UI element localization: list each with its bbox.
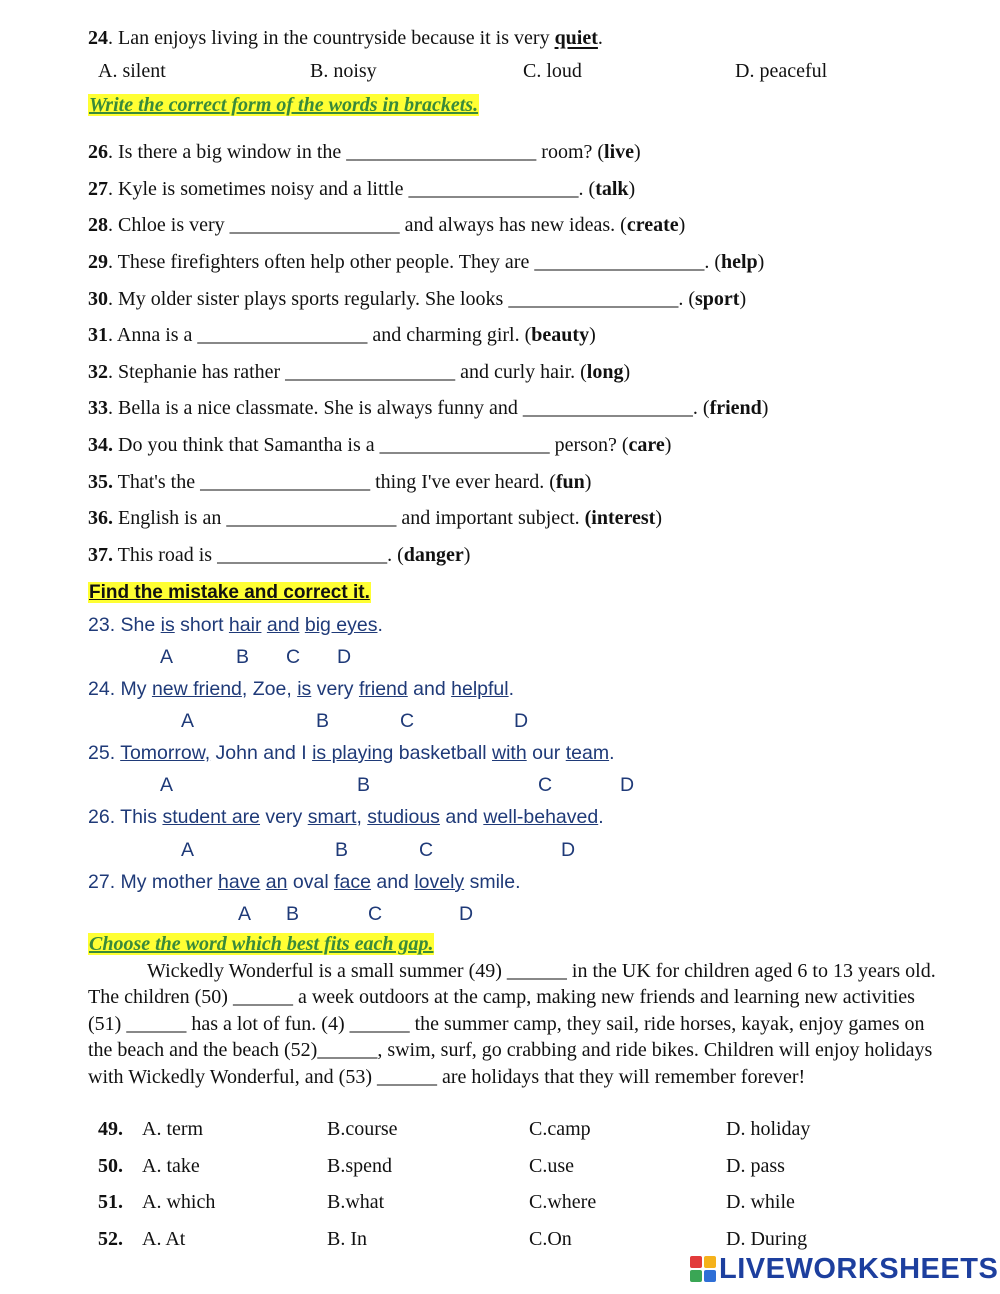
question-24 <box>88 26 603 50</box>
heading-text: Write the correct form of the words in brackets. <box>89 94 479 116</box>
option-letter-c: C <box>368 903 383 925</box>
bracket-word: long <box>586 361 624 383</box>
section-heading-mistake <box>88 581 371 605</box>
sentence-part: our <box>526 742 566 764</box>
sentence-part: and <box>407 678 452 700</box>
option-letter-d: D <box>337 646 352 668</box>
gap-option-c[interactable]: C.use <box>529 1155 574 1177</box>
bracket-word: friend <box>709 397 762 419</box>
item-text: This road is _________________. ( <box>113 544 404 566</box>
item-number: 34. <box>88 434 113 456</box>
sentence-part: and <box>370 871 415 893</box>
item-close: ) <box>463 544 471 566</box>
item-text: English is an _________________ and important subject. <box>113 507 585 529</box>
word-form-item <box>88 213 685 237</box>
heading-text: Find the mistake and correct it. <box>89 582 370 603</box>
mistake-sentence-25 <box>88 741 615 765</box>
option-letter-c: C <box>400 710 415 732</box>
item-text: . Kyle is sometimes noisy and a little _________________. ( <box>108 178 596 200</box>
bracket-word: beauty <box>531 324 590 346</box>
word-form-item <box>88 543 470 567</box>
item-number: 35. <box>88 471 113 493</box>
item-close: ) <box>634 141 641 163</box>
item-text: . My older sister plays sports regularly. She looks _________________. ( <box>108 288 695 310</box>
item-number: 28 <box>88 214 108 236</box>
item-number: 37. <box>88 544 113 566</box>
gap-option-a[interactable]: A. term <box>142 1118 204 1140</box>
gap-question-number: 50. <box>98 1155 123 1177</box>
option-letter-b: B <box>357 774 371 796</box>
gap-option-d[interactable]: D. holiday <box>726 1118 811 1140</box>
sentence-part: very <box>260 806 308 828</box>
option-letter-d: D <box>620 774 635 796</box>
word-form-item <box>88 140 641 164</box>
gap-option-b[interactable]: B. In <box>327 1228 367 1250</box>
item-text: . These firefighters often help other people. They are _________________. ( <box>108 251 721 273</box>
word-form-item <box>88 250 764 274</box>
liveworksheets-logo <box>690 1254 998 1284</box>
underlined-option-d[interactable]: well-behaved <box>483 806 599 828</box>
option-a[interactable]: A. silent <box>98 60 166 82</box>
underlined-option-a[interactable]: have <box>218 871 261 893</box>
underlined-option-c[interactable]: studious <box>367 806 440 828</box>
underlined-option-d[interactable]: lovely <box>414 871 465 893</box>
sentence-part: 23. She <box>88 614 161 636</box>
logo-mark-icon <box>690 1256 716 1282</box>
bracket-word: (interest <box>584 507 656 529</box>
gap-option-b[interactable]: B.spend <box>327 1155 392 1177</box>
item-text: . Stephanie has rather _________________ and curly hair. ( <box>108 361 587 383</box>
bracket-word: danger <box>403 544 464 566</box>
sentence-part: . <box>377 614 383 636</box>
option-letter-b: B <box>316 710 330 732</box>
option-letter-b: B <box>286 903 300 925</box>
underlined-option-a[interactable]: student are <box>162 806 261 828</box>
sentence-part: 26. This <box>88 806 163 828</box>
underlined-option-c[interactable]: friend <box>358 678 408 700</box>
item-number: 32 <box>88 361 108 383</box>
underlined-option-c[interactable]: face <box>334 871 371 893</box>
item-close: ) <box>664 434 672 456</box>
gap-option-d[interactable]: D. pass <box>726 1155 785 1177</box>
bracket-word: help <box>720 251 758 273</box>
sentence-part: smile. <box>464 871 521 893</box>
item-number: 36. <box>88 507 113 529</box>
gap-option-d[interactable]: D. During <box>726 1228 808 1250</box>
sentence-part: . <box>609 742 615 764</box>
option-c[interactable]: C. loud <box>523 60 582 82</box>
gap-option-b[interactable]: B.what <box>327 1191 385 1213</box>
gap-option-c[interactable]: C.where <box>529 1191 597 1213</box>
sentence-part: and <box>439 806 484 828</box>
question-text: . Lan enjoys living in the countryside because it is very <box>108 27 555 49</box>
sentence-part: , Zoe, <box>241 678 298 700</box>
item-number: 33 <box>88 397 108 419</box>
logo-tile <box>690 1256 702 1268</box>
gap-option-a[interactable]: A. At <box>142 1228 186 1250</box>
key-word: quiet <box>554 27 598 49</box>
gap-option-c[interactable]: C.On <box>529 1228 572 1250</box>
item-close: ) <box>623 361 631 383</box>
option-letter-a: A <box>181 710 195 732</box>
section-heading-gap-fill <box>88 932 434 956</box>
question-number: 24 <box>88 27 108 49</box>
item-close: ) <box>589 324 596 346</box>
underlined-option-b[interactable]: hair <box>228 614 262 636</box>
question-end: . <box>597 27 603 49</box>
word-form-item <box>88 396 768 420</box>
option-letter-b: B <box>335 839 349 861</box>
option-letter-c: C <box>538 774 553 796</box>
sentence-part: . <box>598 806 604 828</box>
bracket-word: sport <box>694 288 740 310</box>
underlined-option-b[interactable]: is <box>297 678 312 700</box>
option-b[interactable]: B. noisy <box>310 60 377 82</box>
underlined-option-d[interactable]: helpful <box>451 678 509 700</box>
logo-text: LIVEWORKSHEETS <box>719 1253 999 1285</box>
item-number: 27 <box>88 178 108 200</box>
underlined-option-a[interactable]: is <box>160 614 175 636</box>
gap-question-number: 49. <box>98 1118 123 1140</box>
gap-option-a[interactable]: A. which <box>142 1191 216 1213</box>
sentence-part: oval <box>287 871 335 893</box>
gap-question-number: 51. <box>98 1191 123 1213</box>
passage-text: Wickedly Wonderful is a small summer (49) ______ in the UK for children aged 6 to 13 years old. The children (50) ______ a week outdoors at the camp, making new friends and learning new activities (51) ______ has a lot of fun. (4) ______ the summer camp, they sail, ride horses, kayak, enjoy games on the beach and the beach (52)______, swim, surf, go crabbing and ride bikes. Children will enjoy holidays with Wickedly Wonderful, and (53) ______ are holidays that they will remember forever! <box>88 960 936 1088</box>
word-form-item <box>88 433 671 457</box>
sentence-part: 24. My <box>88 678 152 700</box>
underlined-option-b[interactable]: is playing <box>312 742 394 764</box>
option-letter-b: B <box>236 646 250 668</box>
sentence-part: short <box>174 614 229 636</box>
underlined-option-d[interactable]: team <box>565 742 610 764</box>
item-close: ) <box>678 214 686 236</box>
word-form-item <box>88 177 635 201</box>
item-number: 30 <box>88 288 108 310</box>
underlined-option-a[interactable]: Tomorrow, <box>120 742 211 764</box>
option-letter-c: C <box>286 646 301 668</box>
heading-text: Choose the word which best fits each gap. <box>89 933 434 955</box>
underlined-option-d[interactable]: big eyes <box>304 614 378 636</box>
sentence-part: 27. My mother <box>88 871 219 893</box>
option-letter-a: A <box>181 839 195 861</box>
gap-option-d[interactable]: D. while <box>726 1191 795 1213</box>
option-letter-d: D <box>514 710 529 732</box>
item-number: 29 <box>88 251 108 273</box>
gap-option-b[interactable]: B.course <box>327 1118 398 1140</box>
item-number: 31 <box>88 324 108 346</box>
underlined-option-b[interactable]: an <box>265 871 288 893</box>
item-close: ) <box>655 507 663 529</box>
word-form-item <box>88 506 662 530</box>
item-text: . Chloe is very _________________ and always has new ideas. ( <box>108 214 627 236</box>
bracket-word: talk <box>595 178 629 200</box>
item-close: ) <box>757 251 765 273</box>
bracket-word: create <box>626 214 679 236</box>
sentence-part: . <box>508 678 515 700</box>
sentence-part: , <box>356 806 368 828</box>
gap-option-c[interactable]: C.camp <box>529 1118 591 1140</box>
mistake-sentence-23 <box>88 613 383 637</box>
underlined-option-b[interactable]: smart <box>307 806 357 828</box>
item-text: . Anna is a _________________ and charming girl. ( <box>108 324 532 346</box>
bracket-word: fun <box>555 471 585 493</box>
underlined-option-c[interactable]: with <box>492 742 527 764</box>
mistake-sentence-26 <box>88 805 604 829</box>
logo-tile <box>704 1270 716 1282</box>
mistake-sentence-27 <box>88 870 521 894</box>
item-number: 26 <box>88 141 108 163</box>
option-letter-a: A <box>238 903 252 925</box>
item-close: ) <box>739 288 747 310</box>
mistake-sentence-24 <box>88 677 514 701</box>
sentence-part: John and I <box>210 742 313 764</box>
logo-tile <box>690 1270 702 1282</box>
option-letter-a: A <box>160 646 174 668</box>
item-close: ) <box>761 397 769 419</box>
word-form-item <box>88 287 746 311</box>
bracket-word: care <box>628 434 665 456</box>
item-text: Do you think that Samantha is a _________________ person? ( <box>113 434 629 456</box>
item-text: . Bella is a nice classmate. She is always funny and _________________. ( <box>108 397 710 419</box>
bracket-word: live <box>604 141 635 163</box>
item-text: . Is there a big window in the ___________________ room? ( <box>108 141 605 163</box>
gap-question-number: 52. <box>98 1228 123 1250</box>
underlined-option-a[interactable]: new friend <box>151 678 242 700</box>
sentence-part: basketball <box>393 742 493 764</box>
word-form-item <box>88 360 630 384</box>
word-form-item <box>88 323 596 347</box>
underlined-option-c[interactable]: and <box>266 614 300 636</box>
sentence-part: 25. <box>88 742 121 764</box>
option-letter-d: D <box>459 903 474 925</box>
section-heading-word-form <box>88 93 479 117</box>
option-letter-a: A <box>160 774 174 796</box>
option-d[interactable]: D. peaceful <box>735 60 828 82</box>
item-close: ) <box>628 178 636 200</box>
item-close: ) <box>584 471 592 493</box>
word-form-item <box>88 470 591 494</box>
option-letter-c: C <box>419 839 434 861</box>
item-text: That's the _________________ thing I've ever heard. ( <box>113 471 556 493</box>
logo-tile <box>704 1256 716 1268</box>
sentence-part: very <box>311 678 359 700</box>
gap-option-a[interactable]: A. take <box>142 1155 200 1177</box>
option-letter-d: D <box>561 839 576 861</box>
reading-passage <box>88 958 948 1090</box>
